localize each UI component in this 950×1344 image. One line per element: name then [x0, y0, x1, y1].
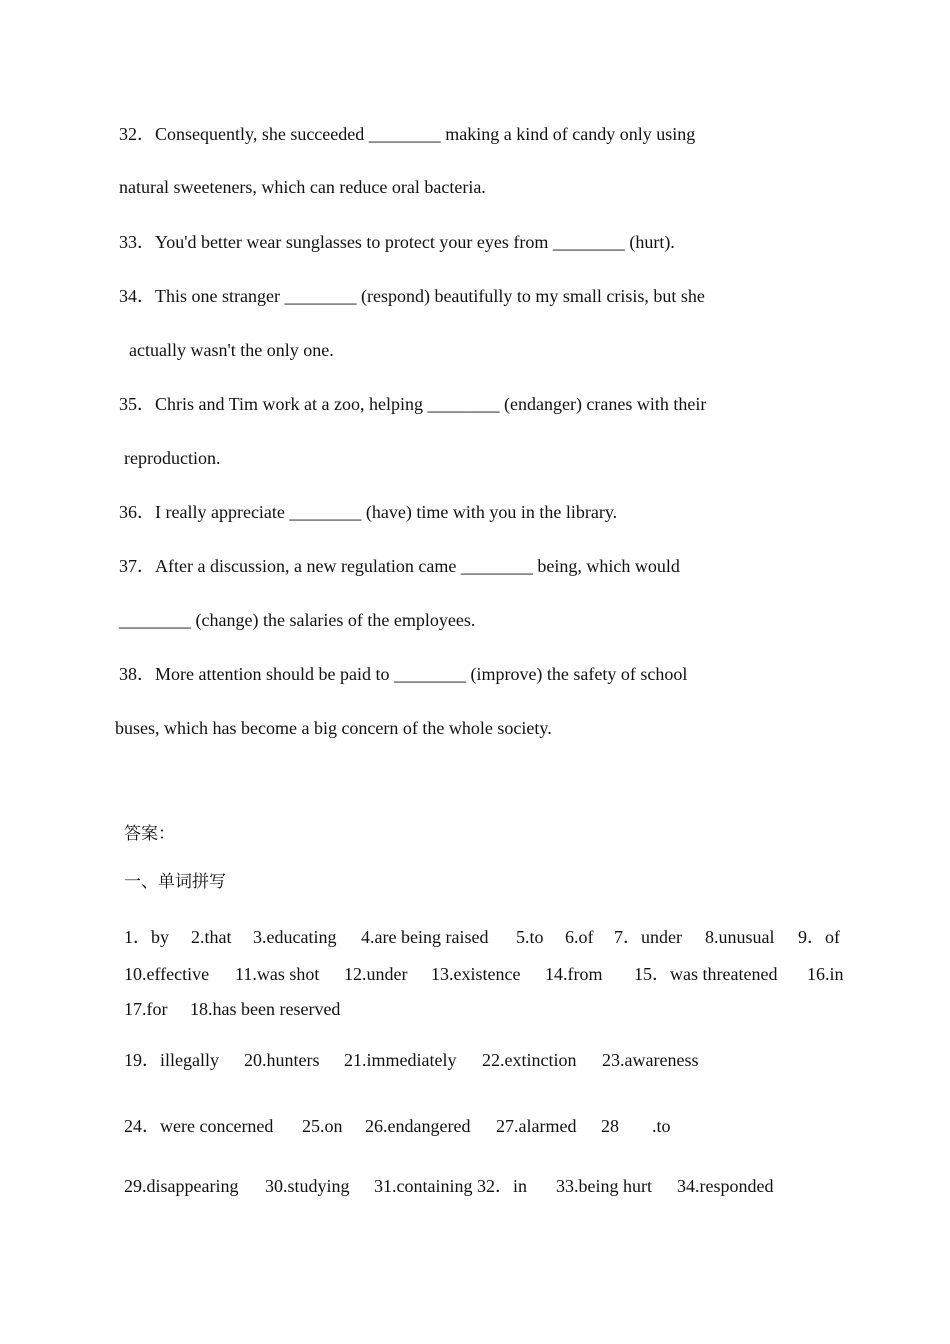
answer-item: 29.disappearing — [124, 1176, 239, 1196]
answer-item: 16.in — [807, 964, 844, 984]
question-35-line-1: 35．Chris and Tim work at a zoo, helping ________ (endanger) cranes with their — [119, 394, 707, 414]
question-34-line-2: actually wasn't the only one. — [129, 340, 334, 360]
answers-section-1-title: 一、单词拼写 — [124, 872, 226, 892]
answer-item: 28 — [601, 1116, 619, 1136]
answer-item: 20.hunters — [244, 1050, 320, 1070]
answer-item: 22.extinction — [482, 1050, 577, 1070]
answer-item: 31.containing 32．in — [374, 1176, 527, 1196]
question-37-line-1: 37．After a discussion, a new regulation came ________ being, which would — [119, 556, 680, 576]
answer-item: 18.has been reserved — [190, 999, 341, 1019]
answer-item: 21.immediately — [344, 1050, 457, 1070]
answer-item: 14.from — [545, 964, 603, 984]
answer-item: 4.are being raised — [361, 927, 489, 947]
answer-item: 33.being hurt — [556, 1176, 652, 1196]
answer-item: 24．were concerned — [124, 1116, 274, 1136]
answer-item: 1．by — [124, 927, 169, 947]
answer-item: 23.awareness — [602, 1050, 699, 1070]
answer-item: 5.to — [516, 927, 544, 947]
question-38-line-1: 38．More attention should be paid to ________ (improve) the safety of school — [119, 664, 688, 684]
question-36-line-1: 36．I really appreciate ________ (have) time with you in the library. — [119, 502, 618, 522]
question-35-line-2: reproduction. — [124, 448, 221, 468]
question-37-line-2: ________ (change) the salaries of the employees. — [119, 610, 476, 630]
answer-item: 13.existence — [431, 964, 521, 984]
answer-item: 17.for — [124, 999, 168, 1019]
answer-item: 12.under — [344, 964, 408, 984]
answer-item: 6.of — [565, 927, 594, 947]
answer-item: 19．illegally — [124, 1050, 219, 1070]
answer-item: 26.endangered — [365, 1116, 471, 1136]
answer-item: 9．of — [798, 927, 840, 947]
answer-item: 11.was shot — [235, 964, 320, 984]
question-38-line-2: buses, which has become a big concern of the whole society. — [115, 718, 552, 738]
answer-item: 27.alarmed — [496, 1116, 577, 1136]
answer-item: 10.effective — [124, 964, 210, 984]
question-32-line-2: natural sweeteners, which can reduce oral bacteria. — [119, 177, 486, 197]
answer-item: 7．under — [614, 927, 682, 947]
question-32-line-1: 32．Consequently, she succeeded ________ making a kind of candy only using — [119, 124, 696, 144]
question-34-line-1: 34．This one stranger ________ (respond) beautifully to my small crisis, but she — [119, 286, 705, 306]
answer-item: 30.studying — [265, 1176, 350, 1196]
answer-item: 15．was threatened — [634, 964, 778, 984]
answer-item: 3.educating — [253, 927, 337, 947]
answer-item: 2.that — [191, 927, 232, 947]
answer-item: 34.responded — [677, 1176, 774, 1196]
answer-item: 8.unusual — [705, 927, 775, 947]
answer-item: .to — [652, 1116, 671, 1136]
answer-item: 25.on — [302, 1116, 343, 1136]
answers-heading: 答案： — [124, 824, 175, 844]
question-33-line-1: 33．You'd better wear sunglasses to protect your eyes from ________ (hurt). — [119, 232, 675, 252]
